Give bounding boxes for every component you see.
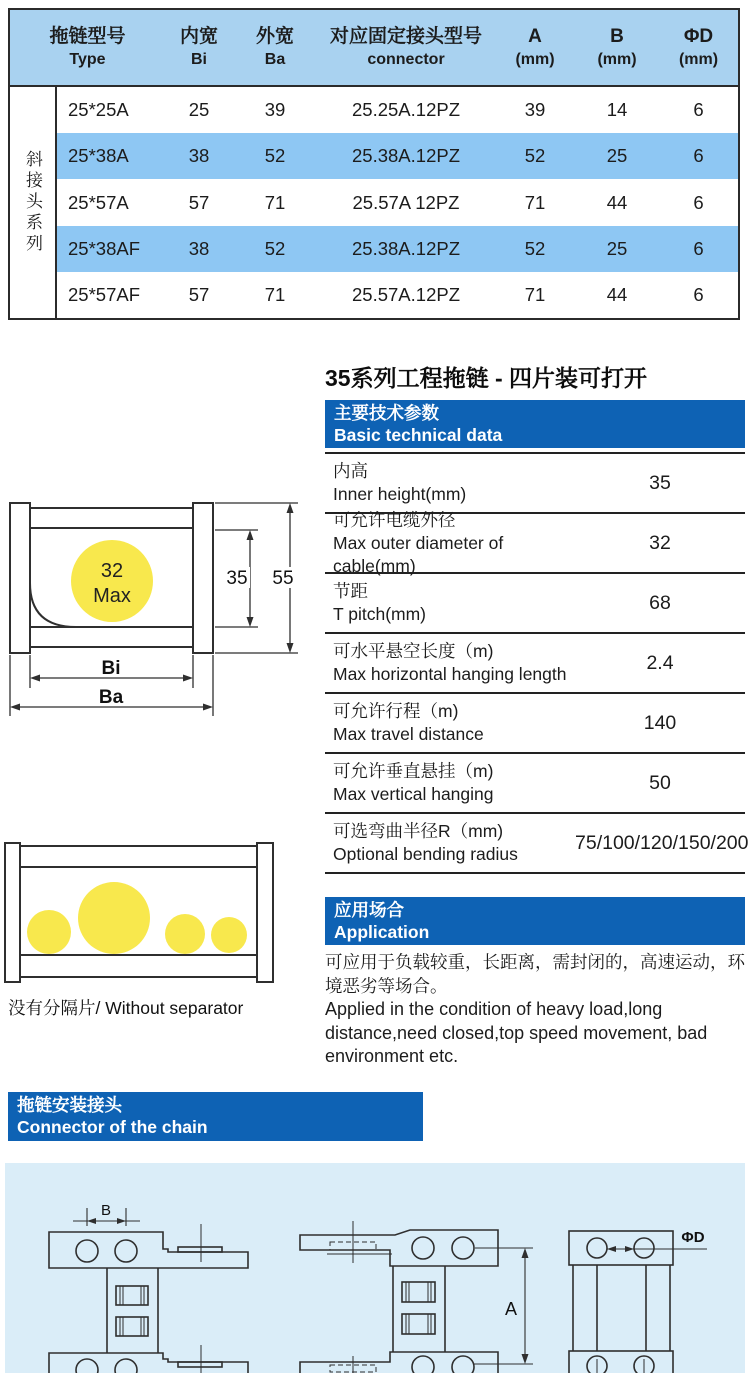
cell-bi: 38 [188, 145, 210, 167]
table-row [57, 179, 738, 225]
cell-b: 25 [606, 145, 628, 167]
header-cell-outer-width [233, 10, 317, 85]
left-sidebar-shape [5, 843, 20, 982]
cell-b: 25 [606, 237, 628, 259]
application-text [325, 951, 750, 1069]
tech-banner-en: Basic technical data [334, 425, 503, 445]
tech-row-bending-radius [325, 814, 749, 874]
header-cell-connector [317, 10, 495, 85]
spec-table-body [10, 87, 738, 318]
header-cell-type [10, 10, 165, 85]
header-type-en: Type [69, 51, 106, 68]
cable-circles [27, 882, 247, 954]
cell-connector: 25.38A.12PZ [352, 145, 460, 167]
series-title: 35系列工程拖链 - 四片装可打开 [325, 365, 648, 391]
no-separator-diagram [2, 840, 290, 985]
tech-value: 68 [649, 591, 671, 614]
connector-banner-en: Connector of the chain [17, 1117, 208, 1137]
tech-row-inner-height [325, 454, 745, 514]
dim-inner-width-label: Bi [101, 658, 121, 679]
cell-ba: 52 [264, 145, 286, 167]
tech-value: 140 [643, 711, 677, 734]
tech-value: 32 [649, 531, 671, 554]
cell-model: 25*25A [68, 99, 129, 121]
no-separator-caption: 没有分隔片/ Without separator [8, 998, 244, 1018]
cell-d: 6 [693, 99, 704, 121]
cell-model: 25*38A [68, 145, 129, 167]
row-group-label: 斜接头系列 [23, 150, 42, 255]
cell-a: 52 [524, 145, 546, 167]
header-connector-en: connector [367, 51, 445, 68]
right-sidebar-shape [257, 843, 273, 982]
table-row [57, 226, 738, 272]
cell-ba: 39 [264, 99, 286, 121]
tech-label-en: Optional bending radius [333, 844, 518, 864]
header-cell-a [495, 10, 575, 85]
cell-connector: 25.25A.12PZ [352, 99, 460, 121]
tech-row-vertical-hanging [325, 754, 745, 814]
header-ba-en: Ba [264, 51, 286, 68]
application-text-en: Applied in the condition of heavy load,long distance,need closed,top speed movement, bad environment etc. [325, 999, 708, 1066]
cell-d: 6 [693, 145, 704, 167]
header-b-en: (mm) [597, 51, 637, 68]
cell-bi: 57 [188, 191, 210, 213]
cell-d: 6 [693, 283, 704, 305]
top-rail-shape [20, 846, 257, 867]
tech-row-cable-diameter [325, 509, 745, 576]
cell-model: 25*57A [68, 191, 129, 213]
cable-circle-value: 32 [100, 560, 124, 582]
connector-banner [8, 1092, 423, 1141]
header-a-zh: A [528, 26, 542, 47]
tech-label-zh: 节距 [333, 581, 368, 601]
header-ba-zh: 外宽 [255, 26, 294, 47]
header-b-zh: B [610, 26, 624, 47]
row-group-column [10, 87, 57, 318]
dim-inner-height-label: 35 [226, 568, 248, 589]
cell-bi: 25 [188, 99, 210, 121]
table-row [57, 87, 738, 133]
application-text-zh: 可应用于负载较重，长距离，需封闭的，高速运动，环境恶劣等场合。 [325, 952, 745, 996]
connector-drawing-side [300, 1221, 533, 1373]
tech-value: 2.4 [646, 651, 674, 674]
spec-table-header [10, 10, 738, 87]
dim-outer-width-label: Ba [98, 687, 124, 708]
connector-drawings-panel [5, 1163, 745, 1373]
tech-row-pitch [325, 574, 745, 634]
header-cell-d [659, 10, 738, 85]
connector-banner-zh: 拖链安装接头 [17, 1095, 122, 1115]
connector-drawing-front [49, 1208, 248, 1373]
dim-outer-height-label: 55 [272, 568, 294, 589]
cell-bi: 57 [188, 283, 210, 305]
cell-ba: 71 [264, 283, 286, 305]
header-a-en: (mm) [515, 51, 555, 68]
cell-a: 39 [524, 99, 546, 121]
header-type-zh: 拖链型号 [49, 26, 126, 47]
app-banner-en: Application [334, 922, 430, 942]
tech-row-travel-distance [325, 694, 745, 754]
header-cell-inner-width [165, 10, 233, 85]
application-banner [325, 897, 745, 945]
header-d-zh: ΦD [683, 26, 714, 47]
header-bi-zh: 内宽 [179, 26, 218, 47]
cell-a: 52 [524, 237, 546, 259]
cross-section-diagram [0, 340, 310, 718]
tech-data-banner [325, 400, 745, 448]
connector-drawings [5, 1163, 745, 1373]
left-sidebar-shape [10, 503, 30, 653]
table-row [57, 272, 738, 318]
tech-value: 50 [649, 771, 671, 794]
tech-label-zh: 可允许行程（m) [333, 701, 459, 721]
dim-d-label: ΦD [681, 1229, 705, 1246]
cell-a: 71 [524, 191, 546, 213]
cell-b: 44 [606, 283, 628, 305]
tech-label-en: Max outer diameter of cable(mm) [333, 532, 504, 576]
tech-label-en: Max vertical hanging [333, 784, 494, 804]
tech-label-zh: 可水平悬空长度（m) [333, 641, 494, 661]
spec-table [8, 8, 740, 320]
tech-label-zh: 内高 [333, 461, 368, 481]
fillet-curve [30, 583, 76, 627]
top-rail-shape [30, 508, 193, 528]
cell-connector: 25.57A 12PZ [352, 191, 460, 213]
app-banner-zh: 应用场合 [334, 900, 404, 920]
cell-d: 6 [693, 237, 704, 259]
header-connector-zh: 对应固定接头型号 [329, 26, 482, 47]
cable-circle-max-label: Max [93, 585, 131, 607]
tech-label-en: Max horizontal hanging length [333, 664, 567, 684]
tech-label-en: T pitch(mm) [333, 604, 427, 624]
table-row [57, 133, 738, 179]
tech-table [325, 448, 749, 874]
tech-banner-zh: 主要技术参数 [334, 403, 439, 423]
cell-b: 14 [606, 99, 628, 121]
right-sidebar-shape [193, 503, 213, 653]
tech-value: 75/100/120/150/200 [575, 831, 749, 854]
tech-label-zh: 可允许垂直悬挂（m) [333, 761, 494, 781]
cell-d: 6 [693, 191, 704, 213]
cell-connector: 25.38A.12PZ [352, 237, 460, 259]
connector-drawing-end [569, 1231, 707, 1373]
cell-model: 25*38AF [68, 237, 140, 259]
tech-value: 35 [649, 471, 671, 494]
header-bi-en: Bi [191, 51, 207, 68]
cell-bi: 38 [188, 237, 210, 259]
cell-a: 71 [524, 283, 546, 305]
cell-ba: 52 [264, 237, 286, 259]
dim-a-label: A [504, 1299, 518, 1319]
tech-label-zh: 可选弯曲半径R（mm) [333, 821, 504, 841]
tech-row-horizontal-hanging [325, 634, 745, 694]
tech-label-en: Inner height(mm) [333, 484, 467, 504]
tech-label-zh: 可允许电缆外径 [333, 509, 456, 530]
bottom-rail-shape [30, 627, 193, 647]
header-cell-b [575, 10, 659, 85]
dimension-arrows [10, 503, 294, 711]
tech-label-en: Max travel distance [333, 724, 484, 744]
cell-model: 25*57AF [68, 283, 140, 305]
cell-b: 44 [606, 191, 628, 213]
header-d-en: (mm) [678, 51, 719, 68]
cell-ba: 71 [264, 191, 286, 213]
cell-connector: 25.57A.12PZ [352, 283, 460, 305]
dim-b-label: B [100, 1202, 112, 1219]
spec-rows [57, 87, 738, 318]
bottom-rail-shape [20, 955, 257, 977]
